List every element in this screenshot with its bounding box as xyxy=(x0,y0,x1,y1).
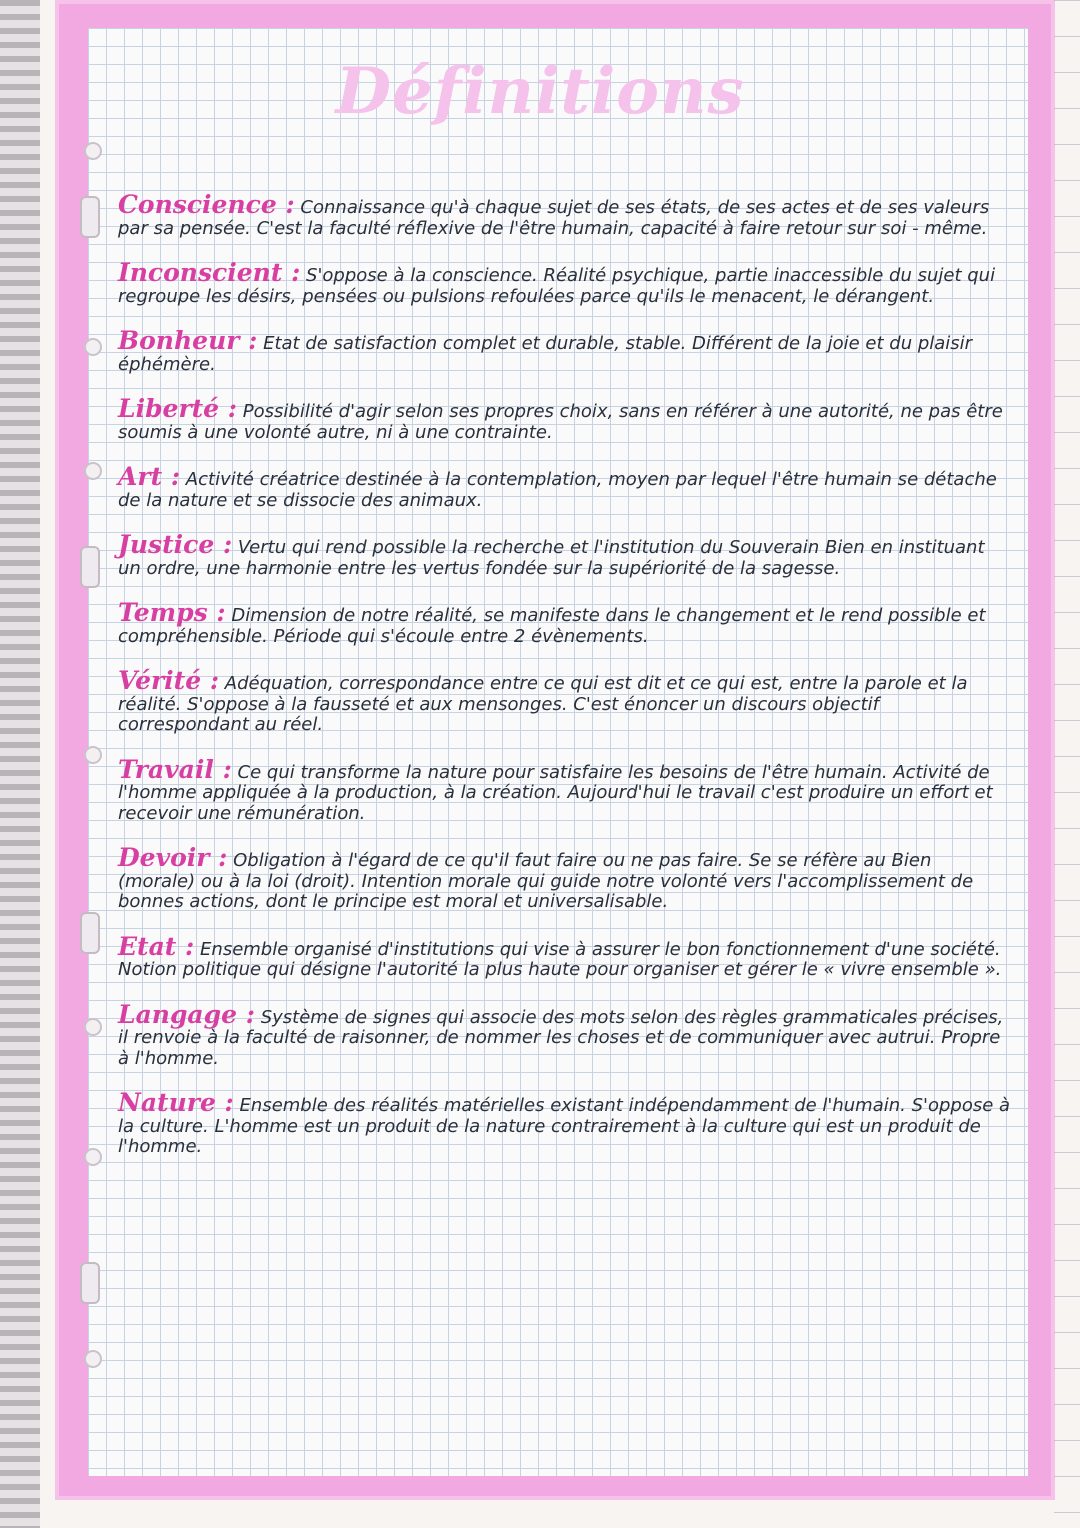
term-label: Inconscient : xyxy=(118,258,301,287)
definition-entry xyxy=(118,754,1013,825)
definition-entry xyxy=(118,1088,1013,1158)
definition-entry xyxy=(118,666,1013,736)
punch-hole xyxy=(84,142,102,160)
definition-entry xyxy=(118,462,1013,511)
term-label: Bonheur : xyxy=(118,326,258,355)
definition-entry xyxy=(118,258,1013,307)
binder-slot xyxy=(80,912,100,954)
term-label: Temps : xyxy=(118,598,226,627)
punch-hole xyxy=(84,1148,102,1166)
definition-text: Système de signes qui associe des mots selon des règles grammaticales précises, il renvoie à la faculté de raisonner, de nommer les choses et de communiquer avec autrui. Propre à l'homme. xyxy=(118,1006,1004,1069)
punch-hole xyxy=(84,1018,102,1036)
punch-hole xyxy=(84,1350,102,1368)
adjacent-page-edge xyxy=(1054,0,1080,1528)
term-label: Nature : xyxy=(118,1088,234,1117)
definition-entry xyxy=(118,598,1013,647)
definition-text: S'oppose à la conscience. Réalité psychique, partie inaccessible du sujet qui regroupe les désirs, pensées ou pulsions refoulées parce qu'ils le menacent, le dérangent. xyxy=(118,265,996,307)
page-title: Définitions xyxy=(335,54,745,129)
definition-entry xyxy=(118,530,1013,579)
term-label: Travail : xyxy=(118,754,232,784)
term-label: Liberté : xyxy=(118,394,238,423)
definition-entry xyxy=(118,326,1013,375)
term-label: Etat : xyxy=(118,931,195,961)
definition-entry xyxy=(118,931,1013,981)
definition-entry xyxy=(118,394,1013,443)
term-label: Langage : xyxy=(118,999,255,1029)
binder-slot xyxy=(80,1262,100,1304)
definitions-list xyxy=(118,190,1013,1158)
definition-text: Activité créatrice destinée à la contemplation, moyen par lequel l'être humain se détache de la nature et se dissocie des animaux. xyxy=(118,469,997,511)
definition-entry xyxy=(118,190,1013,239)
definition-text: Etat de satisfaction complet et durable, stable. Différent de la joie et du plaisir éphémère. xyxy=(118,333,973,375)
definition-text: Possibilité d'agir selon ses propres choix, sans en référer à une autorité, ne pas être soumis à une volonté autre, ni à une contrainte. xyxy=(118,401,1003,443)
term-label: Conscience : xyxy=(118,190,295,219)
definition-text: Adéquation, correspondance entre ce qui est dit et ce qui est, entre la parole et la réalité. S'oppose à la fausseté et aux mensonges. C'est énoncer un discours objectif correspondant au réel. xyxy=(118,673,968,735)
definition-entry xyxy=(118,843,1013,913)
definition-text: Obligation à l'égard de ce qu'il faut faire ou ne pas faire. Se se réfère au Bien (morale) ou à la loi (droit). Intention morale qui guide notre volonté vers l'accomplissement de bonnes actions, dont le principe est moral et universalisable. xyxy=(118,850,974,912)
term-label: Justice : xyxy=(118,530,233,559)
definition-text: Vertu qui rend possible la recherche et l'institution du Souverain Bien en instituant un ordre, une harmonie entre les vertus fondée sur la supériorité de la sagesse. xyxy=(118,537,985,579)
term-label: Vérité : xyxy=(118,666,220,695)
term-label: Devoir : xyxy=(118,843,228,872)
binder-rings xyxy=(0,0,40,1528)
binder-slot xyxy=(80,196,100,238)
definition-text: Ensemble organisé d'institutions qui vise à assurer le bon fonctionnement d'une société. Notion politique qui désigne l'autorité la plus haute pour organiser et gérer le « vivre ensemble ». xyxy=(118,938,1002,980)
term-label: Art : xyxy=(118,462,181,491)
punch-hole xyxy=(84,338,102,356)
definition-text: Ensemble des réalités matérielles existant indépendamment de l'humain. S'oppose à la culture. L'homme est un produit de la nature contrairement à la culture qui est un produit de l'homme. xyxy=(118,1095,1011,1157)
definition-text: Ce qui transforme la nature pour satisfaire les besoins de l'être humain. Activité de l'homme appliquée à la production, à la création. Aujourd'hui le travail c'est produire un effort et recevoir une rémunération. xyxy=(118,761,993,824)
punch-hole xyxy=(84,746,102,764)
definition-text: Dimension de notre réalité, se manifeste dans le changement et le rend possible et compréhensible. Période qui s'écoule entre 2 évènements. xyxy=(118,605,986,647)
definition-entry xyxy=(118,999,1013,1070)
definition-text: Connaissance qu'à chaque sujet de ses états, de ses actes et de ses valeurs par sa pensée. C'est la faculté réflexive de l'être humain, capacité à faire retour sur soi - même. xyxy=(118,197,990,239)
binder-slot xyxy=(80,546,100,588)
punch-hole xyxy=(84,462,102,480)
